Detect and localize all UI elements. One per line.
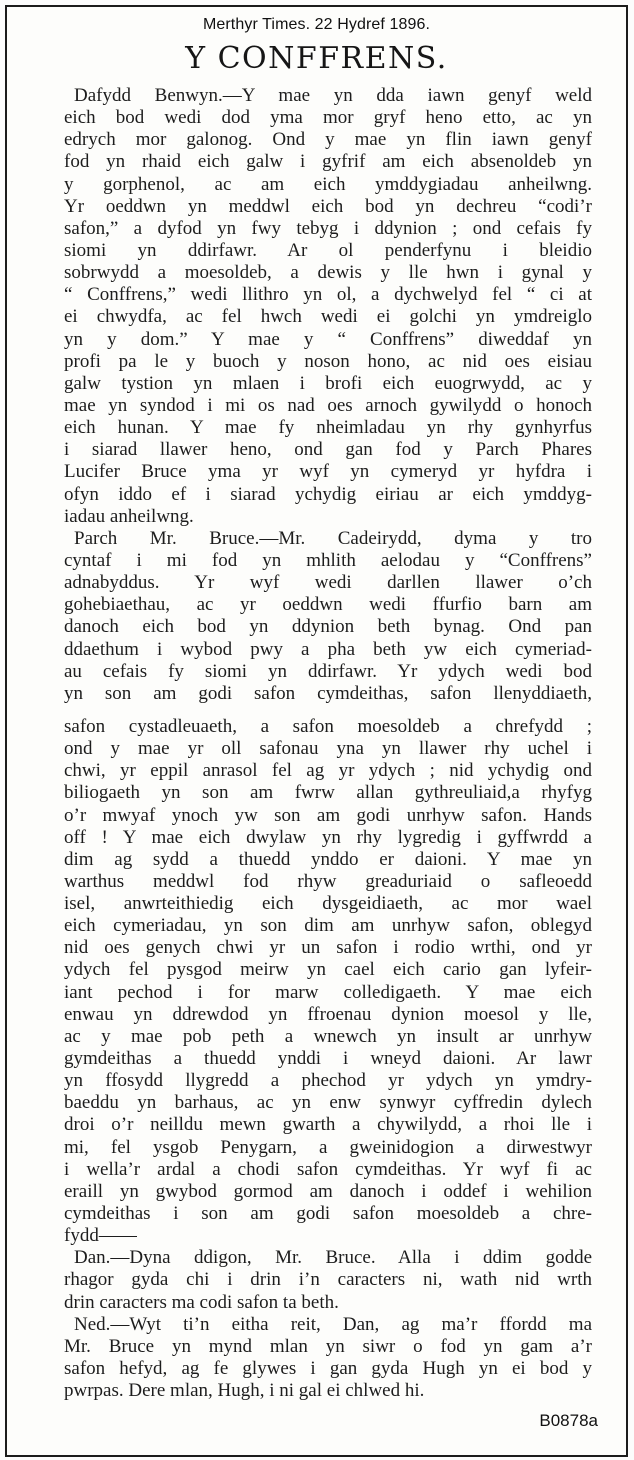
text-line: nid oes genych chwi yr un safon i rodio wrthi, ond yr — [64, 937, 592, 959]
text-line: eich hunan. Y mae fy nheimladau yn rhy gynhyrfus — [64, 417, 592, 439]
text-line: safon hefyd, ag fe glywes i gan gyda Hugh yn ei bod y — [64, 1358, 592, 1380]
text-line: Dafydd Benwyn.—Y mae yn dda iawn genyf weld — [74, 85, 592, 106]
article-body — [64, 85, 592, 1402]
source-citation: Merthyr Times. 22 Hydref 1896. — [202, 16, 431, 33]
text-line: biliogaeth yn son am fwrw allan gythreuliaid,a rhyfyg — [64, 782, 592, 804]
text-line: mae yn syndod i mi os nad oes arnoch gywilydd o honoch — [64, 394, 592, 416]
text-line: cymdeithas i son am godi safon moesoldeb a chre- — [64, 1203, 592, 1225]
text-line: dim ag sydd a thuedd ynddo er daioni. Y mae yn — [64, 848, 592, 870]
text-line: o’r mwyaf ynoch yw son am godi unrhyw safon. Hands — [64, 804, 592, 826]
text-line: Parch Mr. Bruce.—Mr. Cadeirydd, dyma y tro — [74, 527, 592, 549]
text-line: i wella’r ardal a chodi safon cymdeithas. Yr wyf fi ac — [64, 1158, 592, 1180]
text-line: siomi yn ddirfawr. Ar ol penderfynu i bleidio — [64, 239, 592, 261]
text-line: gymdeithas a thuedd ynddi i wneyd daioni. Ar lawr — [64, 1048, 592, 1070]
text-line: baeddu yn barhaus, ac yn enw synwyr cyffredin dylech — [64, 1092, 592, 1114]
text-line: yn ffosydd llygredd a phechod yr ydych yn ymdry- — [64, 1070, 592, 1092]
text-line: iadau anheilwng. — [64, 505, 194, 527]
text-line: Mr. Bruce yn mynd mlan yn siwr o fod yn gam a’r — [64, 1335, 592, 1357]
text-line: gohebiaethau, ac yr oeddwn wedi ffurfio barn am — [64, 594, 592, 616]
text-line: mi, fel ysgob Penygarn, a gweinidogion a dirwestwyr — [64, 1136, 592, 1158]
text-line: fod yn rhaid eich galw i gyfrif am eich absenoldeb yn — [64, 151, 592, 173]
clipping-frame — [5, 5, 628, 1457]
text-line: safon,” a dyfod yn fwy tebyg i ddynion ; ond cefais fy — [64, 217, 592, 239]
text-line: Lucifer Bruce yma yr wyf yn cymeryd yr hyfdra i — [64, 461, 592, 483]
reference-code: B0878a — [539, 1411, 598, 1430]
text-line: ydych fel pysgod meirw yn cael eich cario gan lyfeir- — [64, 959, 592, 981]
text-line: droi o’r neilldu mewn gwarth a chywilydd, a rhoi lle i — [64, 1114, 592, 1136]
text-line: eraill yn gwybod gormod am danoch i oddef i wehilion — [64, 1180, 592, 1202]
text-line: y gorphenol, ac am eich ymddygiadau anheilwng. — [64, 173, 592, 195]
text-line: au cefais fy siomi yn ddirfawr. Yr ydych wedi bod — [64, 660, 592, 682]
text-line: fydd—— — [64, 1225, 137, 1247]
text-line: yn y dom.” Y mae y “ Conffrens” diweddaf yn — [64, 328, 592, 350]
text-line: ei chwydfa, ac fel hwch wedi ei golchi yn ymdreiglo — [64, 306, 592, 328]
article-headline: Y CONFFRENS. — [185, 41, 448, 76]
text-line: ofyn iddo ef i siarad ychydig eiriau ar eich ymddyg- — [64, 483, 592, 505]
text-line: Ned.—Wyt ti’n eitha reit, Dan, ag ma’r ffordd ma — [74, 1313, 592, 1335]
text-line: adnabyddus. Yr wyf wedi darllen llawer o’ch — [64, 572, 592, 594]
text-line: eich cymeriadau, yn son dim am unrhyw safon, oblegyd — [64, 915, 592, 937]
text-line: iant pechod i for marw colledigaeth. Y mae eich — [64, 981, 592, 1003]
text-line: enwau yn ddrewdod yn ffroenau dynion moesol y lle, — [64, 1003, 592, 1025]
text-line: yn son am godi safon cymdeithas, safon llenyddiaeth, — [64, 682, 592, 704]
text-line: ac y mae pob peth a wnewch yn insult ar unrhyw — [64, 1025, 592, 1047]
text-line: ddaethum i wybod pwy a pha beth yw eich cymeriad- — [64, 638, 592, 660]
text-line: “ Conffrens,” wedi llithro yn ol, a dychwelyd fel “ ci at — [64, 284, 592, 306]
text-line: galw tystion yn mlaen i brofi eich euogrwydd, ac y — [64, 372, 592, 394]
text-line: safon cystadleuaeth, a safon moesoldeb a chrefydd ; — [64, 715, 592, 737]
text-line: warthus meddwl fod rhyw greaduriaid o safleoedd — [64, 870, 592, 892]
text-line: off ! Y mae eich dwylaw yn rhy lygredig i gyffwrdd a — [64, 826, 592, 848]
text-line: Yr oeddwn yn meddwl eich bod yn dechreu “codi’r — [64, 195, 592, 217]
text-line: Dan.—Dyna ddigon, Mr. Bruce. Alla i ddim godde — [74, 1247, 592, 1269]
text-line: isel, anwrteithiedig eich dysgeidiaeth, ac mor wael — [64, 893, 592, 915]
text-line: ond y mae yr oll safonau yna yn llawer rhy uchel i — [64, 738, 592, 760]
text-line: sobrwydd a moesoldeb, a dewis y lle hwn i gynal y — [64, 262, 592, 284]
text-line: danoch eich bod yn ddynion beth bynag. Ond pan — [64, 616, 592, 638]
text-line: chwi, yr eppil anrasol fel ag yr ydych ; nid ychydig ond — [64, 760, 592, 782]
text-line: eich bod wedi dod yma mor gryf heno etto, ac yn — [64, 107, 592, 129]
text-line: rhagor gyda chi i drin i’n caracters ni, wath nid wrth — [64, 1269, 592, 1291]
text-line: drin caracters ma codi safon ta beth. — [64, 1291, 339, 1313]
text-line: cyntaf i mi fod yn mhlith aelodau y “Conffrens” — [64, 549, 592, 571]
text-line: i siarad llawer heno, ond gan fod y Parch Phares — [64, 439, 592, 461]
text-line: edrych mor galonog. Ond y mae yn flin iawn genyf — [64, 129, 592, 151]
text-line: profi pa le y buoch y noson hono, ac nid oes eisiau — [64, 350, 592, 372]
text-line: pwrpas. Dere mlan, Hugh, i ni gal ei chlwed hi. — [64, 1380, 425, 1402]
